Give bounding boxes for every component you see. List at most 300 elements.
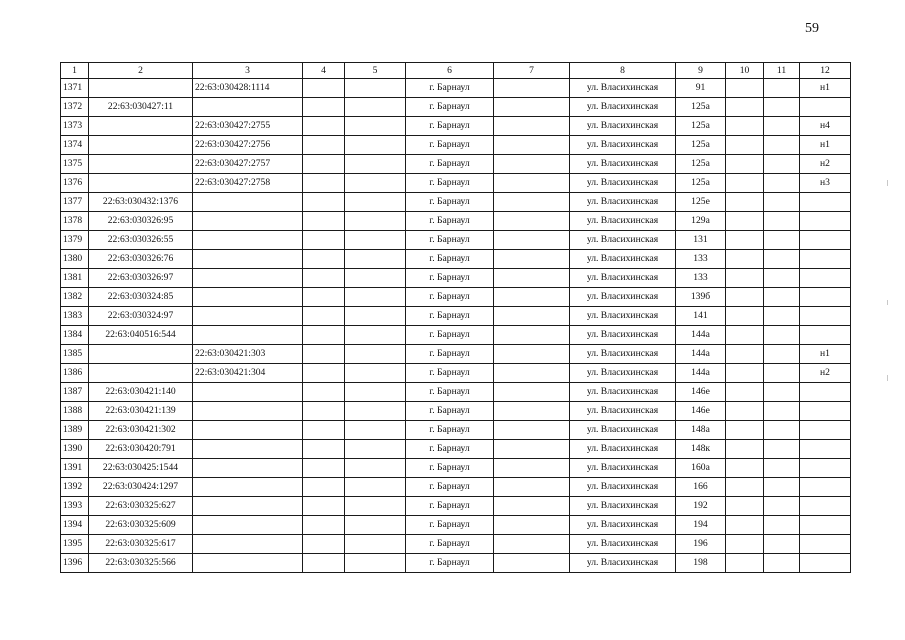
scan-artifact	[887, 300, 888, 305]
table-cell-col-3	[193, 535, 303, 554]
table-row	[61, 554, 851, 573]
table-cell-col-8: ул. Власихинская	[570, 212, 676, 231]
table-row	[61, 440, 851, 459]
table-cell-col-3	[193, 516, 303, 535]
table-cell-col-10	[726, 345, 764, 364]
scan-artifact	[887, 180, 888, 186]
table-cell-col-7	[494, 250, 570, 269]
table-cell-col-10	[726, 421, 764, 440]
table-cell-col-2: 22:63:030421:139	[89, 402, 193, 421]
table-cell-col-4	[303, 554, 345, 573]
column-header-2: 2	[89, 63, 193, 79]
table-cell-col-9: 144а	[676, 345, 726, 364]
table-cell-col-1: 1389	[61, 421, 89, 440]
table-cell-col-3	[193, 421, 303, 440]
table-cell-col-6: г. Барнаул	[406, 383, 494, 402]
table-row	[61, 307, 851, 326]
table-cell-col-4	[303, 155, 345, 174]
table-cell-col-8: ул. Власихинская	[570, 79, 676, 98]
table-cell-col-12: н4	[800, 117, 851, 136]
column-header-5: 5	[345, 63, 406, 79]
table-cell-col-7	[494, 98, 570, 117]
table-cell-col-9: 144а	[676, 364, 726, 383]
table-cell-col-3: 22:63:030427:2758	[193, 174, 303, 193]
table-cell-col-6: г. Барнаул	[406, 497, 494, 516]
table-cell-col-1: 1377	[61, 193, 89, 212]
table-cell-col-1: 1373	[61, 117, 89, 136]
table-cell-col-8: ул. Власихинская	[570, 497, 676, 516]
table-cell-col-6: г. Барнаул	[406, 79, 494, 98]
table-cell-col-7	[494, 383, 570, 402]
table-cell-col-5	[345, 326, 406, 345]
table-cell-col-1: 1395	[61, 535, 89, 554]
table-cell-col-1: 1379	[61, 231, 89, 250]
table-cell-col-11	[764, 307, 800, 326]
table-cell-col-9: 148к	[676, 440, 726, 459]
table-cell-col-1: 1374	[61, 136, 89, 155]
column-header-1: 1	[61, 63, 89, 79]
table-cell-col-2	[89, 364, 193, 383]
table-cell-col-4	[303, 516, 345, 535]
table-cell-col-9: 125е	[676, 193, 726, 212]
table-cell-col-8: ул. Власихинская	[570, 98, 676, 117]
table-row	[61, 212, 851, 231]
table-cell-col-2	[89, 155, 193, 174]
table-cell-col-2	[89, 79, 193, 98]
table-cell-col-1: 1372	[61, 98, 89, 117]
table-cell-col-5	[345, 345, 406, 364]
table-cell-col-8: ул. Власихинская	[570, 117, 676, 136]
table-cell-col-9: 144а	[676, 326, 726, 345]
table-cell-col-11	[764, 288, 800, 307]
table-cell-col-7	[494, 117, 570, 136]
table-cell-col-1: 1393	[61, 497, 89, 516]
table-cell-col-2: 22:63:030326:95	[89, 212, 193, 231]
table-cell-col-5	[345, 421, 406, 440]
table-cell-col-9: 141	[676, 307, 726, 326]
table-cell-col-10	[726, 326, 764, 345]
table-cell-col-8: ул. Власихинская	[570, 383, 676, 402]
table-cell-col-6: г. Барнаул	[406, 516, 494, 535]
table-cell-col-8: ул. Власихинская	[570, 516, 676, 535]
table-cell-col-11	[764, 478, 800, 497]
table-cell-col-6: г. Барнаул	[406, 98, 494, 117]
table-cell-col-8: ул. Власихинская	[570, 345, 676, 364]
table-cell-col-3	[193, 383, 303, 402]
table-cell-col-1: 1392	[61, 478, 89, 497]
table-cell-col-2: 22:63:030432:1376	[89, 193, 193, 212]
table-cell-col-9: 125а	[676, 98, 726, 117]
table-cell-col-11	[764, 250, 800, 269]
table-cell-col-1: 1391	[61, 459, 89, 478]
table-cell-col-5	[345, 193, 406, 212]
table-cell-col-2	[89, 174, 193, 193]
table-cell-col-12	[800, 326, 851, 345]
table-cell-col-4	[303, 269, 345, 288]
table-cell-col-9: 133	[676, 269, 726, 288]
table-cell-col-5	[345, 402, 406, 421]
table-cell-col-9: 133	[676, 250, 726, 269]
table-cell-col-9: 166	[676, 478, 726, 497]
table-cell-col-11	[764, 193, 800, 212]
table-cell-col-6: г. Барнаул	[406, 459, 494, 478]
table-cell-col-9: 139б	[676, 288, 726, 307]
table-cell-col-4	[303, 231, 345, 250]
table-cell-col-8: ул. Власихинская	[570, 250, 676, 269]
table-cell-col-1: 1378	[61, 212, 89, 231]
table-cell-col-11	[764, 554, 800, 573]
table-cell-col-7	[494, 345, 570, 364]
table-cell-col-5	[345, 79, 406, 98]
table-cell-col-12: н3	[800, 174, 851, 193]
column-header-4: 4	[303, 63, 345, 79]
table-cell-col-8: ул. Власихинская	[570, 535, 676, 554]
table-cell-col-6: г. Барнаул	[406, 326, 494, 345]
table-row	[61, 155, 851, 174]
table-cell-col-7	[494, 212, 570, 231]
table-row	[61, 136, 851, 155]
table-cell-col-1: 1376	[61, 174, 89, 193]
table-cell-col-12	[800, 459, 851, 478]
table-header-row	[61, 63, 851, 79]
table-cell-col-12	[800, 98, 851, 117]
table-cell-col-12	[800, 402, 851, 421]
table-cell-col-2: 22:63:030425:1544	[89, 459, 193, 478]
table-cell-col-4	[303, 440, 345, 459]
table-cell-col-10	[726, 250, 764, 269]
table-cell-col-12	[800, 231, 851, 250]
table-row	[61, 364, 851, 383]
table-cell-col-11	[764, 174, 800, 193]
table-cell-col-7	[494, 497, 570, 516]
table-cell-col-8: ул. Власихинская	[570, 364, 676, 383]
table-row	[61, 516, 851, 535]
table-cell-col-11	[764, 535, 800, 554]
table-cell-col-6: г. Барнаул	[406, 554, 494, 573]
table-cell-col-4	[303, 326, 345, 345]
table-cell-col-3	[193, 288, 303, 307]
table-cell-col-8: ул. Власихинская	[570, 421, 676, 440]
table-cell-col-2: 22:63:030424:1297	[89, 478, 193, 497]
table-cell-col-6: г. Барнаул	[406, 364, 494, 383]
table-cell-col-1: 1387	[61, 383, 89, 402]
table-cell-col-8: ул. Власихинская	[570, 231, 676, 250]
table-cell-col-5	[345, 516, 406, 535]
table-cell-col-5	[345, 288, 406, 307]
table-row	[61, 117, 851, 136]
table-cell-col-10	[726, 98, 764, 117]
table-cell-col-6: г. Барнаул	[406, 250, 494, 269]
table-cell-col-2: 22:63:030325:627	[89, 497, 193, 516]
table-cell-col-9: 129а	[676, 212, 726, 231]
table-cell-col-12	[800, 383, 851, 402]
table-cell-col-5	[345, 478, 406, 497]
table-cell-col-8: ул. Власихинская	[570, 155, 676, 174]
column-header-10: 10	[726, 63, 764, 79]
table-cell-col-11	[764, 326, 800, 345]
table-cell-col-10	[726, 117, 764, 136]
table-cell-col-5	[345, 136, 406, 155]
table-cell-col-1: 1382	[61, 288, 89, 307]
table-cell-col-7	[494, 307, 570, 326]
table-cell-col-2: 22:63:030421:302	[89, 421, 193, 440]
table-cell-col-7	[494, 288, 570, 307]
table-cell-col-1: 1381	[61, 269, 89, 288]
table-cell-col-7	[494, 402, 570, 421]
table-cell-col-2: 22:63:030325:566	[89, 554, 193, 573]
table-cell-col-5	[345, 383, 406, 402]
table-cell-col-12	[800, 307, 851, 326]
table-cell-col-10	[726, 79, 764, 98]
table-cell-col-4	[303, 307, 345, 326]
table-cell-col-12: н2	[800, 155, 851, 174]
table-cell-col-6: г. Барнаул	[406, 535, 494, 554]
table-cell-col-4	[303, 364, 345, 383]
table-cell-col-2: 22:63:030420:791	[89, 440, 193, 459]
table-cell-col-2	[89, 117, 193, 136]
table-cell-col-1: 1390	[61, 440, 89, 459]
table-cell-col-3	[193, 326, 303, 345]
table-row	[61, 98, 851, 117]
table-cell-col-3	[193, 193, 303, 212]
table-cell-col-8: ул. Власихинская	[570, 288, 676, 307]
table-cell-col-10	[726, 478, 764, 497]
table-cell-col-7	[494, 269, 570, 288]
column-header-6: 6	[406, 63, 494, 79]
table-cell-col-8: ул. Власихинская	[570, 174, 676, 193]
table-cell-col-11	[764, 79, 800, 98]
table-cell-col-4	[303, 402, 345, 421]
table-cell-col-6: г. Барнаул	[406, 402, 494, 421]
table-cell-col-4	[303, 421, 345, 440]
table-cell-col-1: 1396	[61, 554, 89, 573]
table-cell-col-11	[764, 383, 800, 402]
table-cell-col-7	[494, 326, 570, 345]
table-row	[61, 269, 851, 288]
table-cell-col-2: 22:63:040516:544	[89, 326, 193, 345]
table-cell-col-9: 160а	[676, 459, 726, 478]
table-cell-col-10	[726, 174, 764, 193]
table-cell-col-11	[764, 516, 800, 535]
register-table	[60, 62, 851, 573]
table-cell-col-2: 22:63:030324:97	[89, 307, 193, 326]
table-cell-col-11	[764, 98, 800, 117]
table-cell-col-11	[764, 364, 800, 383]
table-cell-col-9: 196	[676, 535, 726, 554]
table-cell-col-5	[345, 307, 406, 326]
table-cell-col-10	[726, 269, 764, 288]
table-cell-col-8: ул. Власихинская	[570, 193, 676, 212]
table-cell-col-4	[303, 345, 345, 364]
table-cell-col-3: 22:63:030427:2755	[193, 117, 303, 136]
table-cell-col-10	[726, 535, 764, 554]
table-cell-col-5	[345, 212, 406, 231]
column-header-11: 11	[764, 63, 800, 79]
table-cell-col-11	[764, 117, 800, 136]
table-cell-col-4	[303, 79, 345, 98]
table-cell-col-4	[303, 459, 345, 478]
table-cell-col-6: г. Барнаул	[406, 117, 494, 136]
table-cell-col-10	[726, 136, 764, 155]
table-cell-col-5	[345, 98, 406, 117]
table-cell-col-3	[193, 231, 303, 250]
table-cell-col-8: ул. Власихинская	[570, 402, 676, 421]
table-cell-col-6: г. Барнаул	[406, 269, 494, 288]
table-cell-col-9: 148а	[676, 421, 726, 440]
table-cell-col-8: ул. Власихинская	[570, 136, 676, 155]
table-cell-col-10	[726, 554, 764, 573]
table-cell-col-3	[193, 497, 303, 516]
table-cell-col-10	[726, 288, 764, 307]
table-cell-col-3	[193, 478, 303, 497]
table-cell-col-10	[726, 212, 764, 231]
table-cell-col-6: г. Барнаул	[406, 212, 494, 231]
column-header-8: 8	[570, 63, 676, 79]
table-cell-col-6: г. Барнаул	[406, 174, 494, 193]
table-row	[61, 383, 851, 402]
table-cell-col-8: ул. Власихинская	[570, 440, 676, 459]
table-row	[61, 288, 851, 307]
table-cell-col-12	[800, 288, 851, 307]
table-cell-col-5	[345, 269, 406, 288]
table-cell-col-2: 22:63:030324:85	[89, 288, 193, 307]
table-cell-col-12	[800, 516, 851, 535]
table-cell-col-10	[726, 155, 764, 174]
table-cell-col-2: 22:63:030326:76	[89, 250, 193, 269]
table-cell-col-3: 22:63:030428:1114	[193, 79, 303, 98]
table-row	[61, 231, 851, 250]
table-cell-col-1: 1371	[61, 79, 89, 98]
table-cell-col-12	[800, 193, 851, 212]
table-cell-col-3	[193, 98, 303, 117]
table-cell-col-2	[89, 136, 193, 155]
table-cell-col-11	[764, 497, 800, 516]
table-cell-col-7	[494, 79, 570, 98]
table-cell-col-12: н2	[800, 364, 851, 383]
table-cell-col-5	[345, 117, 406, 136]
column-header-3: 3	[193, 63, 303, 79]
table-cell-col-5	[345, 535, 406, 554]
table-cell-col-1: 1394	[61, 516, 89, 535]
table-cell-col-10	[726, 307, 764, 326]
table-cell-col-9: 125а	[676, 155, 726, 174]
table-cell-col-6: г. Барнаул	[406, 155, 494, 174]
table-row	[61, 79, 851, 98]
table-cell-col-4	[303, 212, 345, 231]
table-cell-col-12	[800, 554, 851, 573]
table-cell-col-3	[193, 402, 303, 421]
column-header-12: 12	[800, 63, 851, 79]
table-cell-col-5	[345, 155, 406, 174]
table-cell-col-4	[303, 478, 345, 497]
table-cell-col-3	[193, 250, 303, 269]
table-cell-col-12	[800, 269, 851, 288]
table-cell-col-12: н1	[800, 136, 851, 155]
table-cell-col-8: ул. Власихинская	[570, 554, 676, 573]
table-cell-col-11	[764, 269, 800, 288]
table-cell-col-5	[345, 174, 406, 193]
table-cell-col-11	[764, 459, 800, 478]
table-cell-col-12: н1	[800, 345, 851, 364]
scan-artifact	[887, 375, 888, 381]
table-cell-col-6: г. Барнаул	[406, 421, 494, 440]
table-row	[61, 326, 851, 345]
table-cell-col-6: г. Барнаул	[406, 231, 494, 250]
table-cell-col-5	[345, 440, 406, 459]
table-cell-col-9: 146е	[676, 402, 726, 421]
table-cell-col-7	[494, 231, 570, 250]
table-cell-col-12	[800, 497, 851, 516]
table-cell-col-1: 1385	[61, 345, 89, 364]
table-cell-col-7	[494, 554, 570, 573]
table-cell-col-1: 1375	[61, 155, 89, 174]
table-cell-col-7	[494, 459, 570, 478]
table-cell-col-9: 146е	[676, 383, 726, 402]
table-cell-col-6: г. Барнаул	[406, 193, 494, 212]
table-row	[61, 497, 851, 516]
table-cell-col-2: 22:63:030427:11	[89, 98, 193, 117]
table-cell-col-7	[494, 364, 570, 383]
table-cell-col-10	[726, 497, 764, 516]
table-cell-col-3	[193, 440, 303, 459]
table-cell-col-9: 131	[676, 231, 726, 250]
table-cell-col-11	[764, 212, 800, 231]
table-cell-col-11	[764, 136, 800, 155]
table-cell-col-3: 22:63:030421:304	[193, 364, 303, 383]
table-cell-col-9: 125а	[676, 174, 726, 193]
table-cell-col-12: н1	[800, 79, 851, 98]
table-cell-col-6: г. Барнаул	[406, 478, 494, 497]
table-row	[61, 535, 851, 554]
table-cell-col-8: ул. Власихинская	[570, 459, 676, 478]
table-cell-col-1: 1383	[61, 307, 89, 326]
table-row	[61, 402, 851, 421]
table-cell-col-12	[800, 440, 851, 459]
table-cell-col-3: 22:63:030427:2757	[193, 155, 303, 174]
table-cell-col-6: г. Барнаул	[406, 440, 494, 459]
table-cell-col-9: 192	[676, 497, 726, 516]
table-cell-col-2: 22:63:030326:97	[89, 269, 193, 288]
table-cell-col-1: 1380	[61, 250, 89, 269]
table-cell-col-12	[800, 535, 851, 554]
table-body	[61, 79, 851, 573]
table-cell-col-11	[764, 402, 800, 421]
table-cell-col-10	[726, 364, 764, 383]
table-row	[61, 478, 851, 497]
table-cell-col-10	[726, 193, 764, 212]
table-cell-col-6: г. Барнаул	[406, 307, 494, 326]
table-cell-col-6: г. Барнаул	[406, 345, 494, 364]
table-cell-col-4	[303, 288, 345, 307]
table-cell-col-3	[193, 307, 303, 326]
table-cell-col-7	[494, 421, 570, 440]
table-cell-col-5	[345, 231, 406, 250]
table-cell-col-10	[726, 516, 764, 535]
table-cell-col-12	[800, 478, 851, 497]
table-cell-col-4	[303, 117, 345, 136]
table-cell-col-9: 91	[676, 79, 726, 98]
table-cell-col-9: 125а	[676, 136, 726, 155]
table-cell-col-4	[303, 497, 345, 516]
table-cell-col-6: г. Барнаул	[406, 288, 494, 307]
table-cell-col-9: 198	[676, 554, 726, 573]
table-cell-col-11	[764, 421, 800, 440]
table-cell-col-3: 22:63:030421:303	[193, 345, 303, 364]
page-number: 59	[805, 21, 819, 36]
table-cell-col-3	[193, 554, 303, 573]
table-cell-col-3	[193, 269, 303, 288]
table-cell-col-8: ул. Власихинская	[570, 307, 676, 326]
